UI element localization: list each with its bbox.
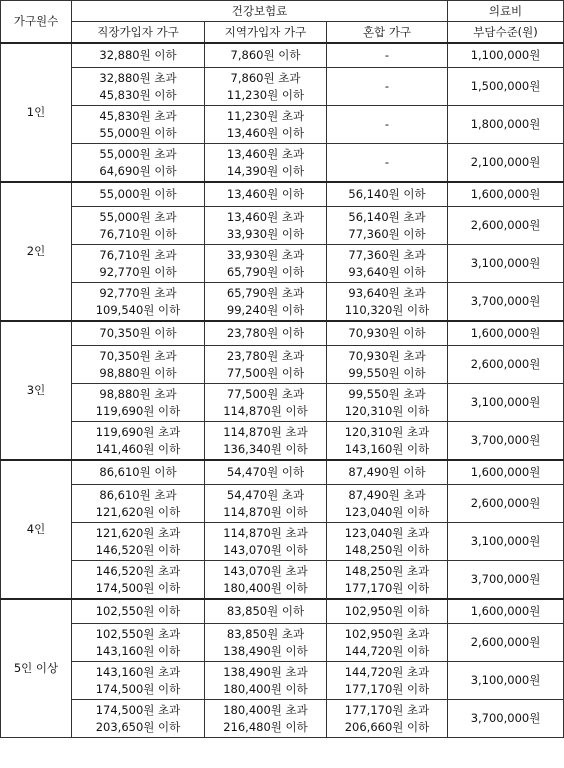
regional-premium-cell-line: 114,870원 초과: [223, 525, 308, 540]
regional-premium-cell-line: 11,230원 초과: [226, 108, 305, 123]
regional-premium-cell-line: 180,400원 이하: [223, 580, 308, 595]
medical-cost-cell: 3,100,000원: [448, 384, 564, 422]
mixed-premium-cell: [327, 523, 448, 561]
medical-cost-cell: 2,100,000원: [448, 144, 564, 183]
medical-cost-cell: 3,100,000원: [448, 523, 564, 561]
medical-cost-cell: 3,700,000원: [448, 561, 564, 600]
mixed-premium-cell-line: -: [384, 79, 390, 93]
medical-cost-cell: 3,700,000원: [448, 283, 564, 322]
regional-premium-cell-line: 13,460원 이하: [226, 187, 305, 201]
mixed-premium-cell-line: 99,550원 초과: [348, 386, 426, 401]
medical-cost-cell: 1,100,000원: [448, 43, 564, 68]
employee-premium-cell-line: 146,520원 이하: [95, 542, 181, 557]
mixed-premium-cell-line: 102,950원 이하: [344, 604, 430, 618]
mixed-premium-cell-line: 206,660원 이하: [344, 719, 430, 734]
medical-cost-cell: 2,600,000원: [448, 624, 564, 662]
employee-premium-cell: [72, 144, 205, 183]
employee-premium-cell: [72, 460, 205, 485]
mixed-premium-cell-line: 102,950원 초과: [344, 626, 430, 641]
employee-premium-cell-line: 32,880원 이하: [99, 48, 177, 62]
employee-premium-cell-line: 174,500원 이하: [95, 580, 181, 595]
regional-premium-cell-line: 7,860원 초과: [230, 70, 301, 85]
mixed-premium-cell: [327, 700, 448, 738]
employee-premium-cell-line: 119,690원 이하: [95, 403, 181, 418]
employee-premium-cell-line: 45,830원 초과: [99, 108, 177, 123]
employee-premium-cell-line: 32,880원 초과: [99, 70, 177, 85]
mixed-premium-cell: [327, 422, 448, 461]
regional-premium-cell-line: 33,930원 초과: [226, 247, 305, 262]
employee-premium-cell: [72, 599, 205, 624]
mixed-premium-cell: [327, 561, 448, 600]
mixed-premium-cell-line: 56,140원 이하: [348, 187, 426, 201]
employee-premium-cell-line: 143,160원 초과: [95, 664, 181, 679]
medical-cost-cell: 1,500,000원: [448, 68, 564, 106]
mixed-premium-cell-line: 70,930원 이하: [348, 326, 426, 340]
medical-cost-cell: 1,600,000원: [448, 460, 564, 485]
employee-premium-cell: [72, 106, 205, 144]
regional-premium-cell: [205, 422, 327, 461]
table-row: [1, 245, 564, 283]
mixed-premium-cell-line: 77,360원 초과: [348, 247, 426, 262]
medical-cost-cell: 3,100,000원: [448, 245, 564, 283]
employee-premium-cell-line: 119,690원 초과: [95, 424, 181, 439]
mixed-premium-cell: [327, 384, 448, 422]
mixed-premium-cell: [327, 106, 448, 144]
employee-premium-cell-line: 174,500원 초과: [95, 702, 181, 717]
mixed-premium-cell-line: 87,490원 이하: [348, 465, 426, 479]
mixed-premium-cell-line: -: [384, 155, 390, 169]
header-household: 가구원수: [1, 1, 72, 44]
regional-premium-cell-line: 114,870원 이하: [223, 403, 308, 418]
employee-premium-cell: [72, 283, 205, 322]
regional-premium-cell: [205, 245, 327, 283]
table-row: [1, 662, 564, 700]
employee-premium-cell: [72, 68, 205, 106]
header-medical-bottom: 부담수준(원): [448, 22, 564, 44]
employee-premium-cell: [72, 662, 205, 700]
regional-premium-cell: [205, 599, 327, 624]
mixed-premium-cell-line: 56,140원 초과: [348, 209, 426, 224]
table-row: [1, 207, 564, 245]
mixed-premium-cell: [327, 346, 448, 384]
mixed-premium-cell: [327, 182, 448, 207]
mixed-premium-cell: [327, 245, 448, 283]
employee-premium-cell: [72, 321, 205, 346]
medical-cost-cell: 3,700,000원: [448, 422, 564, 461]
header-mixed: 혼합 가구: [327, 22, 448, 44]
regional-premium-cell-line: 65,790원 이하: [226, 264, 305, 279]
medical-cost-cell: 1,600,000원: [448, 321, 564, 346]
regional-premium-cell-line: 143,070원 초과: [223, 563, 308, 578]
employee-premium-cell-line: 121,620원 초과: [95, 525, 181, 540]
regional-premium-cell-line: 216,480원 이하: [223, 719, 308, 734]
employee-premium-cell: [72, 182, 205, 207]
household-size-label: 5인 이상: [1, 599, 72, 738]
table-row: [1, 624, 564, 662]
mixed-premium-cell-line: 123,040원 이하: [344, 504, 430, 519]
employee-premium-cell: [72, 485, 205, 523]
regional-premium-cell-line: 138,490원 이하: [223, 643, 308, 658]
regional-premium-cell: [205, 624, 327, 662]
table-body: [1, 43, 564, 738]
mixed-premium-cell: [327, 599, 448, 624]
medical-cost-cell: 3,700,000원: [448, 700, 564, 738]
table-row: [1, 599, 564, 624]
mixed-premium-cell-line: 120,310원 이하: [344, 403, 430, 418]
table-row: [1, 144, 564, 183]
mixed-premium-cell-line: 177,170원 이하: [344, 580, 430, 595]
table-row: [1, 182, 564, 207]
mixed-premium-cell-line: 143,160원 이하: [344, 441, 430, 456]
regional-premium-cell-line: 11,230원 이하: [226, 87, 305, 102]
employee-premium-cell-line: 203,650원 이하: [95, 719, 181, 734]
regional-premium-cell-line: 138,490원 초과: [223, 664, 308, 679]
mixed-premium-cell-line: 87,490원 초과: [348, 487, 426, 502]
employee-premium-cell-line: 92,770원 초과: [99, 285, 177, 300]
regional-premium-cell-line: 13,460원 이하: [226, 125, 305, 140]
employee-premium-cell-line: 76,710원 이하: [99, 226, 177, 241]
medical-cost-cell: 3,100,000원: [448, 662, 564, 700]
regional-premium-cell-line: 65,790원 초과: [226, 285, 305, 300]
employee-premium-cell-line: 102,550원 초과: [95, 626, 181, 641]
mixed-premium-cell-line: 177,170원 초과: [344, 702, 430, 717]
mixed-premium-cell: [327, 624, 448, 662]
mixed-premium-cell: [327, 283, 448, 322]
regional-premium-cell-line: 83,850원 이하: [226, 604, 305, 618]
employee-premium-cell-line: 98,880원 이하: [99, 365, 177, 380]
employee-premium-cell: [72, 43, 205, 68]
table-row: [1, 283, 564, 322]
employee-premium-cell-line: 55,000원 이하: [99, 125, 177, 140]
employee-premium-cell-line: 55,000원 이하: [99, 187, 177, 201]
mixed-premium-cell-line: -: [384, 48, 390, 62]
medical-cost-cell: 2,600,000원: [448, 346, 564, 384]
table-row: [1, 700, 564, 738]
employee-premium-cell: [72, 245, 205, 283]
table-row: [1, 460, 564, 485]
mixed-premium-cell: [327, 460, 448, 485]
mixed-premium-cell: [327, 43, 448, 68]
employee-premium-cell-line: 102,550원 이하: [95, 604, 181, 618]
household-size-label: 1인: [1, 43, 72, 182]
mixed-premium-cell: [327, 144, 448, 183]
employee-premium-cell-line: 143,160원 이하: [95, 643, 181, 658]
table-row: [1, 523, 564, 561]
regional-premium-cell: [205, 321, 327, 346]
table-row: [1, 561, 564, 600]
employee-premium-cell: [72, 346, 205, 384]
mixed-premium-cell: [327, 207, 448, 245]
employee-premium-cell-line: 64,690원 이하: [99, 163, 177, 178]
regional-premium-cell-line: 13,460원 초과: [226, 146, 305, 161]
header-insurance: 건강보험료: [72, 1, 448, 22]
employee-premium-cell-line: 121,620원 이하: [95, 504, 181, 519]
employee-premium-cell-line: 45,830원 이하: [99, 87, 177, 102]
mixed-premium-cell-line: 123,040원 초과: [344, 525, 430, 540]
medical-cost-cell: 2,600,000원: [448, 485, 564, 523]
regional-premium-cell: [205, 106, 327, 144]
mixed-premium-cell: [327, 485, 448, 523]
regional-premium-cell: [205, 561, 327, 600]
table-row: [1, 106, 564, 144]
employee-premium-cell-line: 86,610원 초과: [99, 487, 177, 502]
table-row: [1, 384, 564, 422]
employee-premium-cell: [72, 561, 205, 600]
employee-premium-cell: [72, 523, 205, 561]
mixed-premium-cell-line: 148,250원 초과: [344, 563, 430, 578]
regional-premium-cell-line: 77,500원 이하: [226, 365, 305, 380]
employee-premium-cell-line: 55,000원 초과: [99, 146, 177, 161]
regional-premium-cell-line: 23,780원 이하: [226, 326, 305, 340]
mixed-premium-cell: [327, 68, 448, 106]
household-size-label: 2인: [1, 182, 72, 321]
regional-premium-cell-line: 7,860원 이하: [230, 48, 301, 62]
regional-premium-cell: [205, 384, 327, 422]
employee-premium-cell-line: 76,710원 초과: [99, 247, 177, 262]
regional-premium-cell-line: 83,850원 초과: [226, 626, 305, 641]
regional-premium-cell-line: 114,870원 초과: [223, 424, 308, 439]
employee-premium-cell-line: 70,350원 초과: [99, 348, 177, 363]
regional-premium-cell: [205, 207, 327, 245]
mixed-premium-cell-line: 93,640원 이하: [348, 264, 426, 279]
mixed-premium-cell-line: 70,930원 초과: [348, 348, 426, 363]
table-row: [1, 321, 564, 346]
regional-premium-cell: [205, 523, 327, 561]
mixed-premium-cell-line: 177,170원 이하: [344, 681, 430, 696]
employee-premium-cell: [72, 422, 205, 461]
employee-premium-cell: [72, 624, 205, 662]
regional-premium-cell-line: 23,780원 초과: [226, 348, 305, 363]
regional-premium-cell-line: 180,400원 초과: [223, 702, 308, 717]
household-size-label: 4인: [1, 460, 72, 599]
regional-premium-cell-line: 13,460원 초과: [226, 209, 305, 224]
regional-premium-cell: [205, 144, 327, 183]
employee-premium-cell-line: 146,520원 초과: [95, 563, 181, 578]
mixed-premium-cell-line: 93,640원 초과: [348, 285, 426, 300]
employee-premium-cell: [72, 700, 205, 738]
regional-premium-cell: [205, 662, 327, 700]
header-medical-top: 의료비: [448, 1, 564, 22]
mixed-premium-cell-line: -: [384, 117, 390, 131]
regional-premium-cell: [205, 43, 327, 68]
mixed-premium-cell: [327, 321, 448, 346]
employee-premium-cell-line: 98,880원 초과: [99, 386, 177, 401]
employee-premium-cell: [72, 384, 205, 422]
employee-premium-cell-line: 86,610원 이하: [99, 465, 177, 479]
mixed-premium-cell: [327, 662, 448, 700]
employee-premium-cell-line: 92,770원 이하: [99, 264, 177, 279]
table-row: [1, 43, 564, 68]
medical-cost-cell: 1,600,000원: [448, 599, 564, 624]
regional-premium-cell: [205, 460, 327, 485]
table-row: [1, 68, 564, 106]
mixed-premium-cell-line: 120,310원 초과: [344, 424, 430, 439]
regional-premium-cell-line: 14,390원 이하: [226, 163, 305, 178]
regional-premium-cell: [205, 346, 327, 384]
employee-premium-cell-line: 174,500원 이하: [95, 681, 181, 696]
mixed-premium-cell-line: 77,360원 이하: [348, 226, 426, 241]
medical-cost-cell: 2,600,000원: [448, 207, 564, 245]
medical-cost-cell: 1,600,000원: [448, 182, 564, 207]
header-employee: 직장가입자 가구: [72, 22, 205, 44]
employee-premium-cell-line: 55,000원 초과: [99, 209, 177, 224]
regional-premium-cell-line: 99,240원 이하: [226, 302, 305, 317]
medical-cost-cell: 1,800,000원: [448, 106, 564, 144]
regional-premium-cell: [205, 485, 327, 523]
regional-premium-cell-line: 33,930원 이하: [226, 226, 305, 241]
regional-premium-cell-line: 77,500원 초과: [226, 386, 305, 401]
regional-premium-cell: [205, 283, 327, 322]
employee-premium-cell-line: 141,460원 이하: [95, 441, 181, 456]
mixed-premium-cell-line: 144,720원 이하: [344, 643, 430, 658]
mixed-premium-cell-line: 110,320원 이하: [344, 302, 430, 317]
regional-premium-cell-line: 54,470원 이하: [226, 465, 305, 479]
regional-premium-cell: [205, 182, 327, 207]
regional-premium-cell: [205, 68, 327, 106]
regional-premium-cell-line: 180,400원 이하: [223, 681, 308, 696]
employee-premium-cell-line: 109,540원 이하: [95, 302, 181, 317]
employee-premium-cell-line: 70,350원 이하: [99, 326, 177, 340]
table-row: [1, 422, 564, 461]
regional-premium-cell: [205, 700, 327, 738]
regional-premium-cell-line: 54,470원 초과: [226, 487, 305, 502]
table-row: [1, 346, 564, 384]
employee-premium-cell: [72, 207, 205, 245]
mixed-premium-cell-line: 99,550원 이하: [348, 365, 426, 380]
mixed-premium-cell-line: 144,720원 초과: [344, 664, 430, 679]
mixed-premium-cell-line: 148,250원 이하: [344, 542, 430, 557]
regional-premium-cell-line: 114,870원 이하: [223, 504, 308, 519]
household-size-label: 3인: [1, 321, 72, 460]
regional-premium-cell-line: 143,070원 이하: [223, 542, 308, 557]
regional-premium-cell-line: 136,340원 이하: [223, 441, 308, 456]
table-row: [1, 485, 564, 523]
header-regional: 지역가입자 가구: [205, 22, 327, 44]
